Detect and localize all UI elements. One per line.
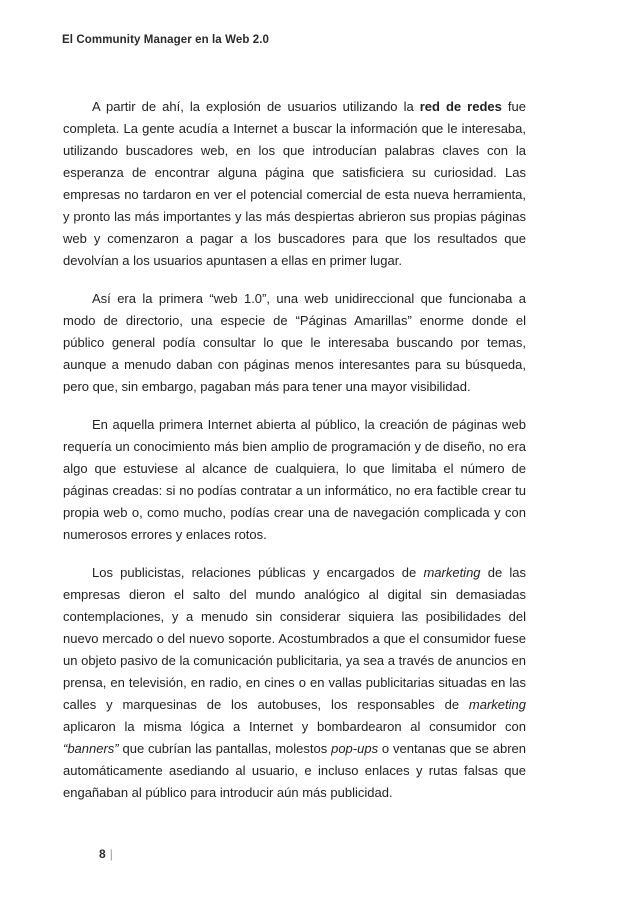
page-footer bbox=[99, 847, 113, 861]
paragraph bbox=[63, 288, 526, 398]
text-run: A partir de ahí, la explosión de usuarios utilizando la bbox=[92, 99, 420, 114]
text-run: Así era la primera “web 1.0”, una web unidireccional que funcionaba a modo de directorio, una especie de “Páginas Amarillas” enorme donde el público general podía consultar lo que le interesaba buscando por temas, aunque a menudo daban con páginas menos interesantes para su búsqueda, pero que, sin embargo, pagaban más para tener una mayor visibilidad. bbox=[63, 291, 526, 394]
italic-text-run: marketing bbox=[468, 697, 526, 712]
text-run: En aquella primera Internet abierta al público, la creación de páginas web requería un conocimiento más bien amplio de programación y de diseño, no era algo que estuviese al alcance de cualquiera, lo que limitaba el número de páginas creadas: si no podías contratar a un informático, no era factible crear tu propia web o, como mucho, podías crear una de navegación complicada y con numerosos errores y enlaces rotos. bbox=[63, 417, 526, 542]
text-run: fue completa. La gente acudía a Internet a buscar la información que le interesaba, utilizando buscadores web, en los que introducían palabras claves con la esperanza de encontrar alguna página que satisficiera su curiosidad. Las empresas no tardaron en ver el potencial comercial de esta nueva herramienta, y pronto las más importantes y las más despiertas abrieron sus propias páginas web y comenzaron a pagar a los buscadores para que los resultados que devolvían a los usuarios apuntasen a ellas en primer lugar. bbox=[63, 99, 526, 268]
text-run: de las empresas dieron el salto del mundo analógico al digital sin demasiadas contemplaciones, y a menudo sin considerar siquiera las posibilidades del nuevo mercado o del nuevo soporte. Acostumbrados a que el consumidor fuese un objeto pasivo de la comunicación publicitaria, ya sea a través de anuncios en prensa, en televisión, en radio, en cines o en vallas publicitarias situadas en las calles y marquesinas de los autobuses, los responsables de bbox=[63, 565, 526, 712]
page-number-separator: | bbox=[109, 847, 113, 861]
running-header: El Community Manager en la Web 2.0 bbox=[62, 34, 270, 46]
paragraph bbox=[63, 414, 526, 546]
text-run: que cubrían las pantallas, molestos bbox=[118, 741, 332, 756]
italic-text-run: marketing bbox=[423, 565, 481, 580]
text-run: aplicaron la misma lógica a Internet y bombardearon al consumidor con bbox=[63, 719, 526, 734]
bold-text-run: red de redes bbox=[419, 99, 502, 114]
italic-text-run: pop-ups bbox=[331, 741, 379, 756]
text-run: Los publicistas, relaciones públicas y encargados de bbox=[92, 565, 424, 580]
text-run: o ventanas que se abren automáticamente asediando al usuario, e incluso enlaces y rutas falsas que engañaban al público para introducir aún más publicidad. bbox=[63, 741, 526, 800]
italic-text-run: “banners” bbox=[63, 741, 119, 756]
page-number: 8 bbox=[99, 847, 106, 861]
paragraph bbox=[63, 562, 526, 804]
paragraph bbox=[63, 96, 526, 272]
body-text bbox=[63, 96, 526, 820]
